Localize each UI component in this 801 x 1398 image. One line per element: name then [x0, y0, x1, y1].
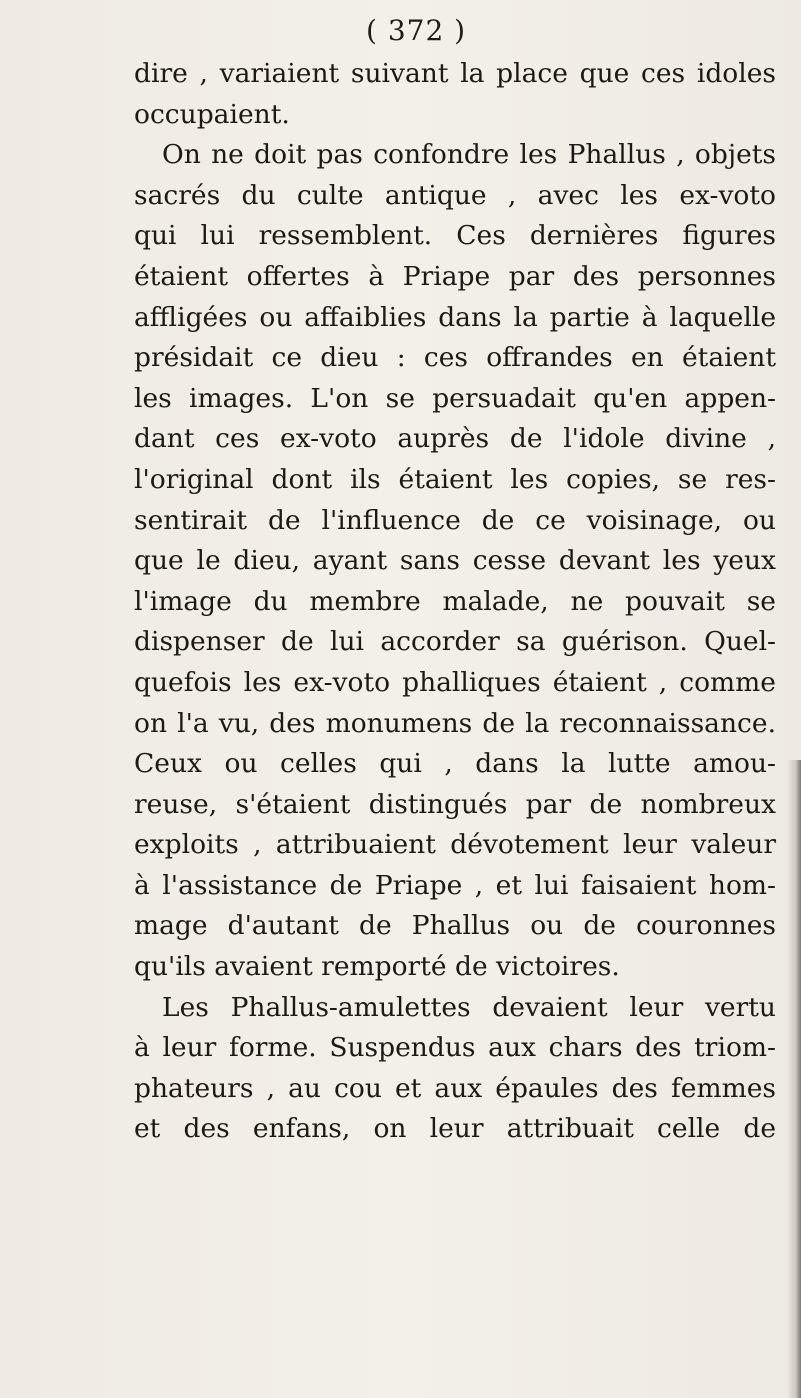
text-line: affligées ou affaiblies dans la partie à laquelle [134, 301, 776, 333]
text-line: mage d'autant de Phallus ou de couronnes [134, 910, 776, 942]
text-line: occupaient. [134, 98, 290, 130]
text-line: On ne doit pas confondre les Phallus , objets [162, 139, 776, 171]
text-line: on l'a vu, des monumens de la reconnaissance. [134, 707, 776, 739]
page-edge-shadow [787, 760, 801, 1398]
text-line: sentirait de l'influence de ce voisinage, ou [134, 504, 776, 536]
text-line: l'image du membre malade, ne pouvait se [134, 585, 776, 617]
text-line: Les Phallus-amulettes devaient leur vertu [162, 991, 776, 1023]
text-line: présidait ce dieu : ces offrandes en étaient [134, 342, 776, 374]
text-line: reuse, s'étaient distingués par de nombreux [134, 788, 776, 820]
text-line: les images. L'on se persuadait qu'en appen- [134, 382, 776, 414]
text-line: et des enfans, on leur attribuait celle de [134, 1113, 776, 1145]
page-number: ( 372 ) [366, 14, 467, 47]
text-line: Ceux ou celles qui , dans la lutte amou- [134, 748, 776, 780]
text-line: sacrés du culte antique , avec les ex-voto [134, 179, 776, 211]
text-line: l'original dont ils étaient les copies, se res- [134, 463, 776, 495]
text-line: à leur forme. Suspendus aux chars des triom- [134, 1032, 776, 1064]
text-line: à l'assistance de Priape , et lui faisaient hom- [134, 869, 776, 901]
text-line: qu'ils avaient remporté de victoires. [134, 951, 620, 983]
text-line: exploits , attribuaient dévotement leur valeur [134, 829, 776, 861]
text-line: étaient offertes à Priape par des personnes [134, 260, 776, 292]
text-line: dispenser de lui accorder sa guérison. Quel- [134, 626, 776, 658]
text-line: que le dieu, ayant sans cesse devant les yeux [134, 545, 776, 577]
text-line: qui lui ressemblent. Ces dernières figures [134, 220, 776, 252]
text-line: dant ces ex-voto auprès de l'idole divine , [134, 423, 776, 455]
text-line: phateurs , au cou et aux épaules des femmes [134, 1072, 776, 1104]
text-line: quefois les ex-voto phalliques étaient , comme [134, 666, 776, 698]
body-text [134, 54, 776, 1150]
text-line: dire , variaient suivant la place que ces idoles [134, 58, 776, 89]
